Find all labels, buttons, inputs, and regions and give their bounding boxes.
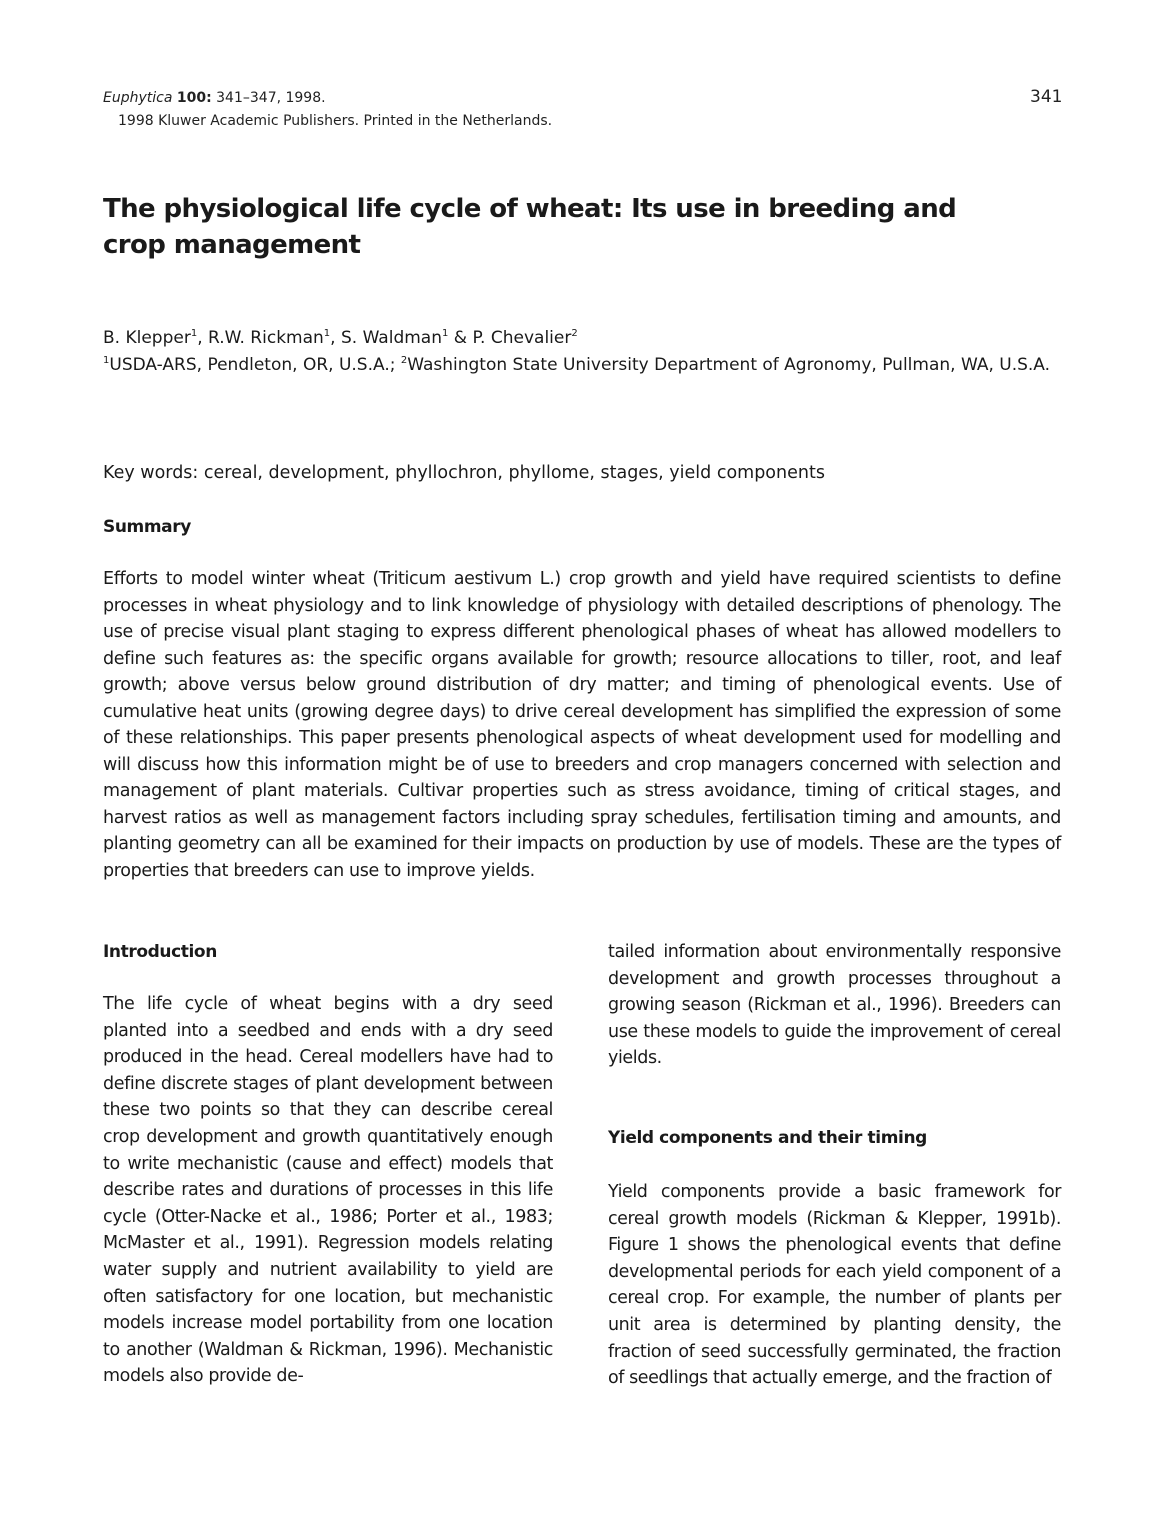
summary-paragraph: Efforts to model winter wheat (Triticum aestivum L.) crop growth and yield have required scientists to define processes in wheat physiology and to link knowledge of physiology with detailed descriptions of phenology. The use of precise visual plant staging to express different phenological phases of wheat has allowed modellers to define such features as: the specific organs available for growth; resource allocations to tiller, root, and leaf growth; above versus below ground distribution of dry matter; and timing of phenological events. Use of cumulative heat units (growing degree days) to drive cereal development has simplified the expression of some of these relationships. This paper presents phenological aspects of wheat development used for modelling and will discuss how this information might be of use to breeders and crop managers concerned with selection and management of plant materials. Cultivar properties such as stress avoidance, timing of critical stages, and harvest ratios as well as management factors including spray schedules, fertilisation timing and amounts, and planting geometry can all be examined for their impacts on production by use of models. These are the types of properties that breeders can use to improve yields.	[103, 569, 1061, 881]
author-separator: ,	[197, 328, 209, 348]
affiliation-1: USDA-ARS, Pendleton, OR, U.S.A.;	[109, 355, 401, 375]
author-affiliation-mark: 1	[323, 328, 331, 339]
affiliation-2: Washington State University Department of Agronomy, Pullman, WA, U.S.A.	[407, 355, 1051, 375]
author-separator: ,	[330, 328, 341, 348]
author-list	[103, 325, 578, 351]
author-name: S. Waldman	[340, 328, 442, 348]
keywords: Key words: cereal, development, phyllochron, phyllome, stages, yield components	[103, 463, 825, 483]
yield-components-paragraph: Yield components provide a basic framework for cereal growth models (Rickman & Klepper, 1991b). Figure 1 shows the phenological events that define developmental periods for each yield component of a cereal crop. For example, the number of plants per unit area is determined by planting density, the fraction of seed successfully germinated, the fraction of seedlings that actually emerge, and the fraction of	[608, 1182, 1061, 1389]
journal-name: Euphytica	[103, 90, 173, 106]
author-affiliation-mark: 1	[442, 328, 449, 339]
author-name: B. Klepper	[103, 328, 191, 348]
affiliation-mark: 1	[103, 355, 110, 366]
yield-components-heading: Yield components and their timing	[608, 1128, 927, 1148]
introduction-heading: Introduction	[103, 942, 217, 962]
journal-citation	[103, 89, 326, 108]
author-separator: &	[448, 328, 473, 348]
page-number: 341	[1030, 87, 1063, 107]
affiliation-mark: 2	[400, 355, 408, 366]
copyright-line: 1998 Kluwer Academic Publishers. Printed in the Netherlands.	[118, 113, 553, 129]
introduction-paragraph: The life cycle of wheat begins with a dry seed planted into a seedbed and ends with a dry seed produced in the head. Cereal modellers have had to define discrete stages of plant development between these two points so that they can describe cereal crop development and growth quantitatively enough to write mechanistic (cause and effect) models that describe rates and durations of processes in this life cycle (Otter-Nacke et al., 1986; Porter et al., 1983; McMaster et al., 1991). Regression models relating water supply and nutrient availability to yield are often satisfactory for one location, but mechanistic models increase model portability from one location to another (Waldman & Rickman, 1996). Mechanistic models also provide de-	[103, 994, 553, 1387]
journal-volume: 100:	[176, 90, 212, 106]
introduction-continued-paragraph: tailed information about environmentally responsive development and growth processes throughout a growing season (Rickman et al., 1996). Breeders can use these models to guide the improvement of cereal yields.	[608, 942, 1061, 1069]
author-name: P. Chevalier	[472, 328, 572, 348]
summary-heading: Summary	[103, 517, 191, 537]
paper-title: The physiological life cycle of wheat: Its use in breeding and crop management	[103, 194, 957, 260]
author-affiliation-mark: 1	[190, 328, 198, 339]
journal-pages-year: 341–347, 1998.	[211, 90, 326, 106]
affiliations	[103, 352, 1063, 379]
author-affiliation-mark: 2	[571, 328, 578, 339]
author-name: R.W. Rickman	[208, 328, 324, 348]
